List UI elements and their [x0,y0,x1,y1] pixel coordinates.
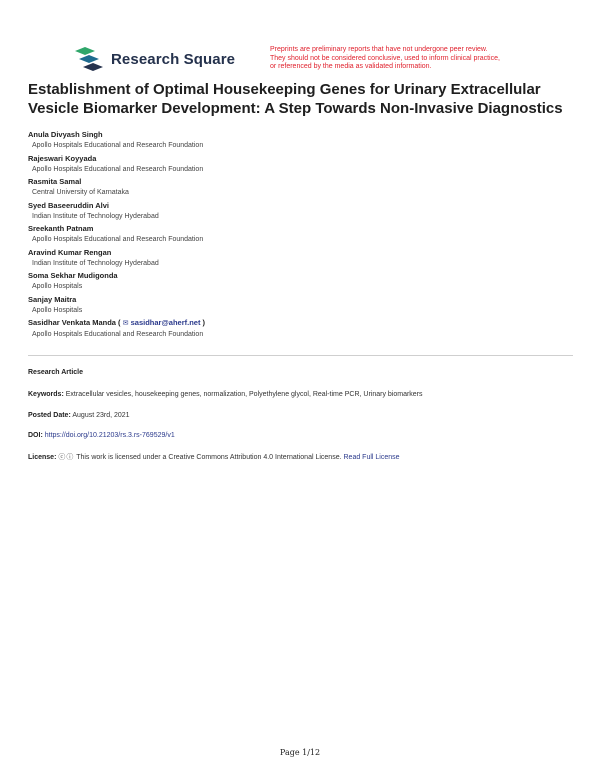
author-affiliation: Apollo Hospitals [32,283,83,290]
posted-date-label: Posted Date: [28,412,71,419]
logo-wordmark [111,51,235,68]
article-type-label: Research Article [28,369,83,376]
license-label: License: [28,454,57,461]
license-line [28,452,573,462]
author-email-link[interactable]: sasidhar@aherf.net [130,318,201,327]
email-close-paren: ) [200,318,206,327]
author-affiliation: Apollo Hospitals Educational and Research Foundation [32,165,204,173]
author-affiliation: Indian Institute of Technology Hyderabad [32,259,159,267]
keywords-value: Extracellular vesicles, housekeeping genes, normalization, Polyethylene glycol, Real-time PCR, Urinary biomarkers [65,391,423,398]
corresponding-author-name [28,317,568,329]
author-affiliation: Apollo Hospitals Educational and Research Foundation [32,331,204,338]
author-entry [28,294,568,317]
preprint-disclaimer [270,46,530,72]
author-entry [28,270,568,293]
author-affiliation: Indian Institute of Technology Hyderabad [32,212,159,220]
creative-commons-icon: ⓒⓘ [58,454,75,461]
read-full-license-link[interactable]: Read Full License [343,454,400,461]
envelope-icon: ✉ [122,320,129,327]
author-entry [28,153,568,176]
keywords-line [28,391,573,398]
author-entry [28,176,568,199]
author-name[interactable]: Sanjay Maitra [28,294,77,304]
article-type [28,369,573,376]
license-text: This work is licensed under a Creative Commons Attribution 4.0 International License. [76,454,342,461]
author-name[interactable]: Soma Sekhar Mudigonda [28,271,118,280]
disclaimer-line: or referenced by the media as validated information. [270,63,432,70]
author-name[interactable]: Aravind Kumar Rengan [28,247,112,257]
logo-word-square: Square [183,50,236,68]
doi-label: DOI: [28,432,43,439]
author-entry [28,200,568,223]
author-name[interactable]: Syed Baseeruddin Alvi [28,200,109,210]
posted-date-value: August 23rd, 2021 [72,412,130,419]
research-square-logo-icon [75,47,103,71]
author-affiliation: Apollo Hospitals Educational and Research Foundation [32,236,204,243]
author-entry [28,247,568,270]
disclaimer-line: Preprints are preliminary reports that have not undergone peer review. [270,46,488,53]
logo-word-research: Research [111,50,180,68]
author-name[interactable]: Rajeswari Koyyada [28,153,97,163]
disclaimer-line: They should not be considered conclusive, used to inform clinical practice, [270,54,500,62]
author-affiliation: Apollo Hospitals Educational and Research Foundation [32,142,204,149]
paper-title: Establishment of Optimal Housekeeping Genes for Urinary Extracellular Vesicle Biomarker Development: A Step Towards Non-Invasive Diagnostics [28,81,563,117]
doi-link[interactable]: https://doi.org/10.21203/rs.3.rs-769529/v1 [44,432,175,439]
author-entry [28,223,568,246]
email-open-paren: ( [115,318,121,327]
section-divider [28,355,573,356]
author-name[interactable]: Sasidhar Venkata Manda [28,318,116,327]
author-name[interactable]: Sreekanth Patnam [28,224,94,233]
posted-date-line [28,412,573,419]
author-name[interactable]: Anula Divyash Singh [28,130,103,139]
keywords-label: Keywords: [28,391,64,398]
author-affiliation: Central University of Karnataka [32,189,129,196]
corresponding-author-entry [28,317,568,341]
research-square-logo[interactable] [75,47,235,71]
author-affiliation: Apollo Hospitals [32,306,83,314]
page-number: Page 1/12 [279,748,321,757]
author-entry [28,129,568,152]
author-list [28,129,568,342]
doi-line [28,432,573,439]
author-name[interactable]: Rasmita Samal [28,177,82,186]
